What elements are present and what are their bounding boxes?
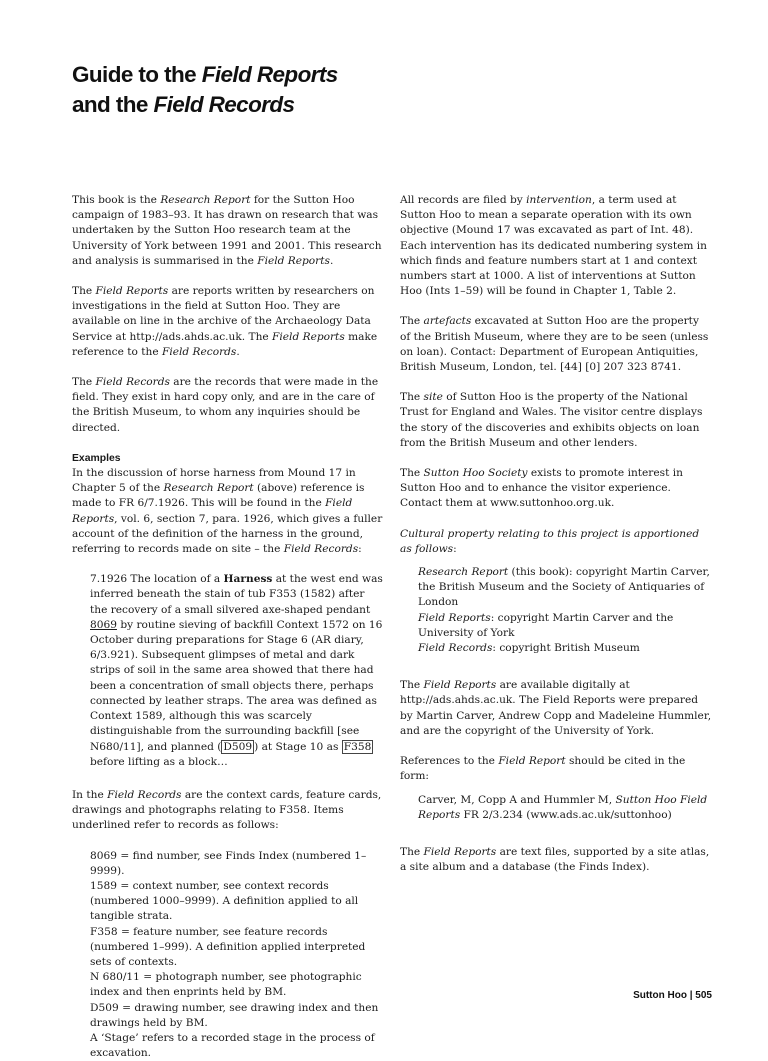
left-column bbox=[72, 193, 384, 1061]
list-item: A ‘Stage’ refers to a recorded stage in the process of excavation. bbox=[90, 1031, 375, 1060]
artefacts-paragraph: The artefacts excavated at Sutton Hoo are the property of the British Museum, where they are to be seen (unless on loan). Contact: Department of European Antiquities, British Museum, London, tel. [44] [0] 207 323 8741. bbox=[400, 315, 709, 374]
intervention-paragraph: All records are filed by intervention, a term used at Sutton Hoo to mean a separate operation with its own objective (Mound 17 was excavated as part of Int. 48). Each intervention has its dedicated numbering system in which finds and feature numbers start at 1 and context numbers start at 1000. A list of interventions at Sutton Hoo (Ints 1–59) will be found in Chapter 1, Table 2. bbox=[400, 194, 707, 298]
cultural-property-paragraph: Cultural property relating to this project is apportioned as follows: bbox=[400, 527, 700, 555]
feature-number-ref: F358 bbox=[343, 740, 372, 753]
right-column bbox=[400, 193, 712, 890]
list-item: 1589 = context number, see context records (numbered 1000–9999). A definition applied to all tangible strata. bbox=[90, 879, 359, 923]
site-paragraph: The site of Sutton Hoo is the property of the National Trust for England and Wales. The visitor centre displays the story of the discoveries and exhibits objects on loan from the British Museum and other lenders. bbox=[400, 391, 703, 449]
find-number-ref: 8069 bbox=[90, 618, 117, 631]
quoted-record: 7.1926 The location of a Harness at the west end was inferred beneath the stain of tub F353 (1582) after the recovery of a small silvered axe-shaped pendant 8069 by routine sieving of backfill Context 1572 on 16 October during preparations for Stage 6 (AR diary, 6/3.921). Subsequent glimpses of metal and dark strips of soil in the same area showed that there had been a concentration of small objects there, perhaps connected by leather straps. The area was defined as Context 1589, although this was scarcely distinguishable from the surrounding backfill [see N680/11], and planned ( D509 ) at Stage 10 as F358 before lifting as a block… bbox=[90, 573, 383, 768]
field-records-paragraph: The Field Records are the records that were made in the field. They exist in hard copy only, and are in the care of the British Museum, to whom any inquiries should be directed. bbox=[72, 376, 379, 434]
text-files-paragraph: The Field Reports are text files, supported by a site atlas, a site album and a database (the Finds Index). bbox=[400, 845, 710, 874]
list-item: Field Reports: copyright Martin Carver and the University of York bbox=[418, 611, 674, 639]
list-item: N 680/11 = photograph number, see photographic index and then enprints held by BM. bbox=[90, 971, 362, 999]
list-item: Field Records: copyright British Museum bbox=[418, 642, 640, 655]
field-reports-paragraph: The Field Reports are reports written by researchers on investigations in the field at Sutton Hoo. They are available on line in the archive of the Archaeology Data Service at http://ads.ahds.ac.uk. The Field Reports make reference to the Field Records. bbox=[72, 285, 378, 358]
list-item: D509 = drawing number, see drawing index and then drawings held by BM. bbox=[90, 1001, 379, 1029]
title-line-2: and the Field Records bbox=[72, 92, 295, 117]
citation-example: Carver, M, Copp A and Hummler M, Sutton Hoo Field Reports FR 2/3.234 (www.ads.ac.uk/suttonhoo) bbox=[418, 793, 708, 821]
page-footer: Sutton Hoo | 505 bbox=[633, 990, 712, 1001]
list-item: F358 = feature number, see feature records (numbered 1–999). A definition applied interpreted sets of contexts. bbox=[90, 925, 366, 968]
examples-paragraph: In the discussion of horse harness from Mound 17 in Chapter 5 of the Research Report (above) reference is made to FR 6/7.1926. This will be found in the Field Reports, vol. 6, section 7, para. 1926, which gives a fuller account of the definition of the harness in the ground, referring to records made on site – the Field Records: bbox=[72, 467, 383, 556]
drawing-number-ref: D509 bbox=[223, 740, 253, 753]
intro-paragraph: This book is the Research Report for the Sutton Hoo campaign of 1983–93. It has drawn on research that was undertaken by the Sutton Hoo research team at the University of York between 1991 and 2001. This research and analysis is summarised in the Field Reports. bbox=[72, 194, 382, 267]
citation-intro-paragraph: References to the Field Report should be cited in the form: bbox=[400, 755, 686, 783]
digital-availability-paragraph: The Field Reports are available digitally at http://ads.ahds.ac.uk. The Field Reports were prepared by Martin Carver, Andrew Copp and Madeleine Hummler, and are the copyright of the University of York. bbox=[400, 679, 712, 737]
title-line-1: Guide to the Field Reports bbox=[72, 62, 338, 87]
list-item: 8069 = find number, see Finds Index (numbered 1–9999). bbox=[90, 849, 367, 877]
copyright-list bbox=[400, 565, 712, 656]
field-records-contents-paragraph: In the Field Records are the context cards, feature cards, drawings and photographs relating to F358. Items underlined refer to records as follows: bbox=[72, 788, 382, 832]
society-paragraph: The Sutton Hoo Society exists to promote interest in Sutton Hoo and to enhance the visitor experience. Contact them at www.suttonhoo.org.uk. bbox=[400, 467, 683, 510]
examples-heading: Examples bbox=[72, 452, 121, 464]
page-title bbox=[72, 60, 338, 120]
list-item: Research Report (this book): copyright Martin Carver, the British Museum and the Society of Antiquaries of London bbox=[418, 566, 710, 609]
record-key-list bbox=[72, 849, 384, 1061]
